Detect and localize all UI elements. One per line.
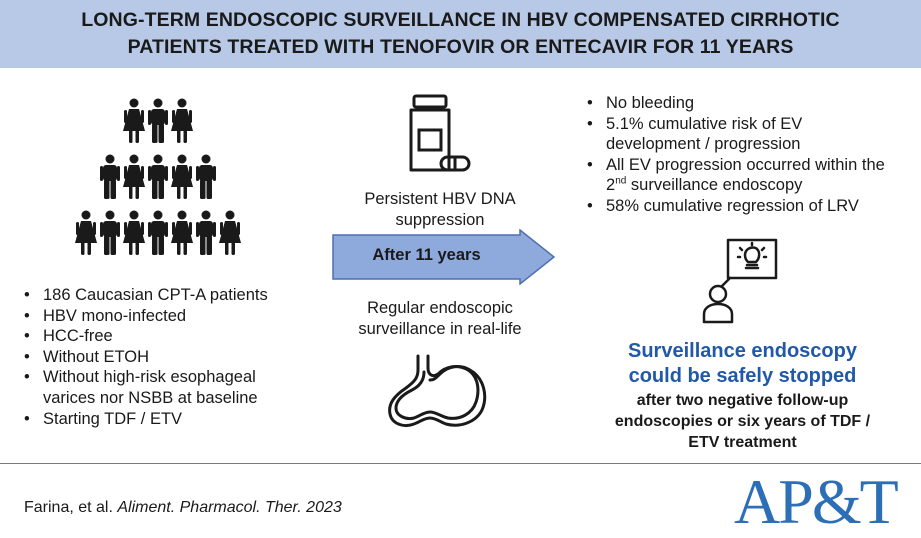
citation-authors: Farina, et al. [24,499,118,516]
suppression-text: Persistent HBV DNA suppression [364,190,516,229]
list-item: • Without high-risk esophageal varices nor NSBB at baseline [20,367,308,408]
list-item: • 58% cumulative regression of LRV [583,196,913,217]
people-group-icon [70,94,246,260]
list-item: • 186 Caucasian CPT-A patients [20,285,320,306]
citation-journal: Aliment. Pharmacol. Ther. 2023 [117,499,342,516]
conclusion-body: after two negative follow-up endoscopies or six years of TDF / ETV treatment [614,392,871,451]
page-title-line-2: PATIENTS TREATED WITH TENOFOVIR OR ENTECAVIR FOR 11 YEARS [127,36,794,58]
list-item-text-tail: surveillance endoscopy [626,176,803,195]
footer-divider [0,463,921,464]
idea-presenter-icon [700,238,780,324]
list-item: • HBV mono-infected [20,306,320,327]
patient-criteria-list [20,285,320,429]
list-item-text: All EV progression occurred within the 2 [606,155,885,195]
list-item: • Starting TDF / ETV [20,409,320,430]
arrow-label: After 11 years [372,245,481,264]
list-item [583,155,886,196]
list-item: • Without ETOH [20,347,320,368]
surveillance-text: Regular endoscopic surveillance in real-life [358,299,522,338]
list-item: • HCC-free [20,326,320,347]
results-list [583,93,913,217]
pill-bottle-icon [405,94,473,176]
list-item: • 5.1% cumulative risk of EV development / progression [583,114,866,155]
stomach-icon [384,352,494,432]
page-title-line-1: LONG-TERM ENDOSCOPIC SURVEILLANCE IN HBV COMPENSATED CIRRHOTIC [81,9,840,31]
journal-logo: AP&T [734,466,897,537]
conclusion-title: Surveillance endoscopy could be safely stopped [628,340,857,387]
header-banner [0,0,921,68]
list-item: • No bleeding [583,93,913,114]
citation [24,499,342,517]
superscript: nd [615,175,627,187]
